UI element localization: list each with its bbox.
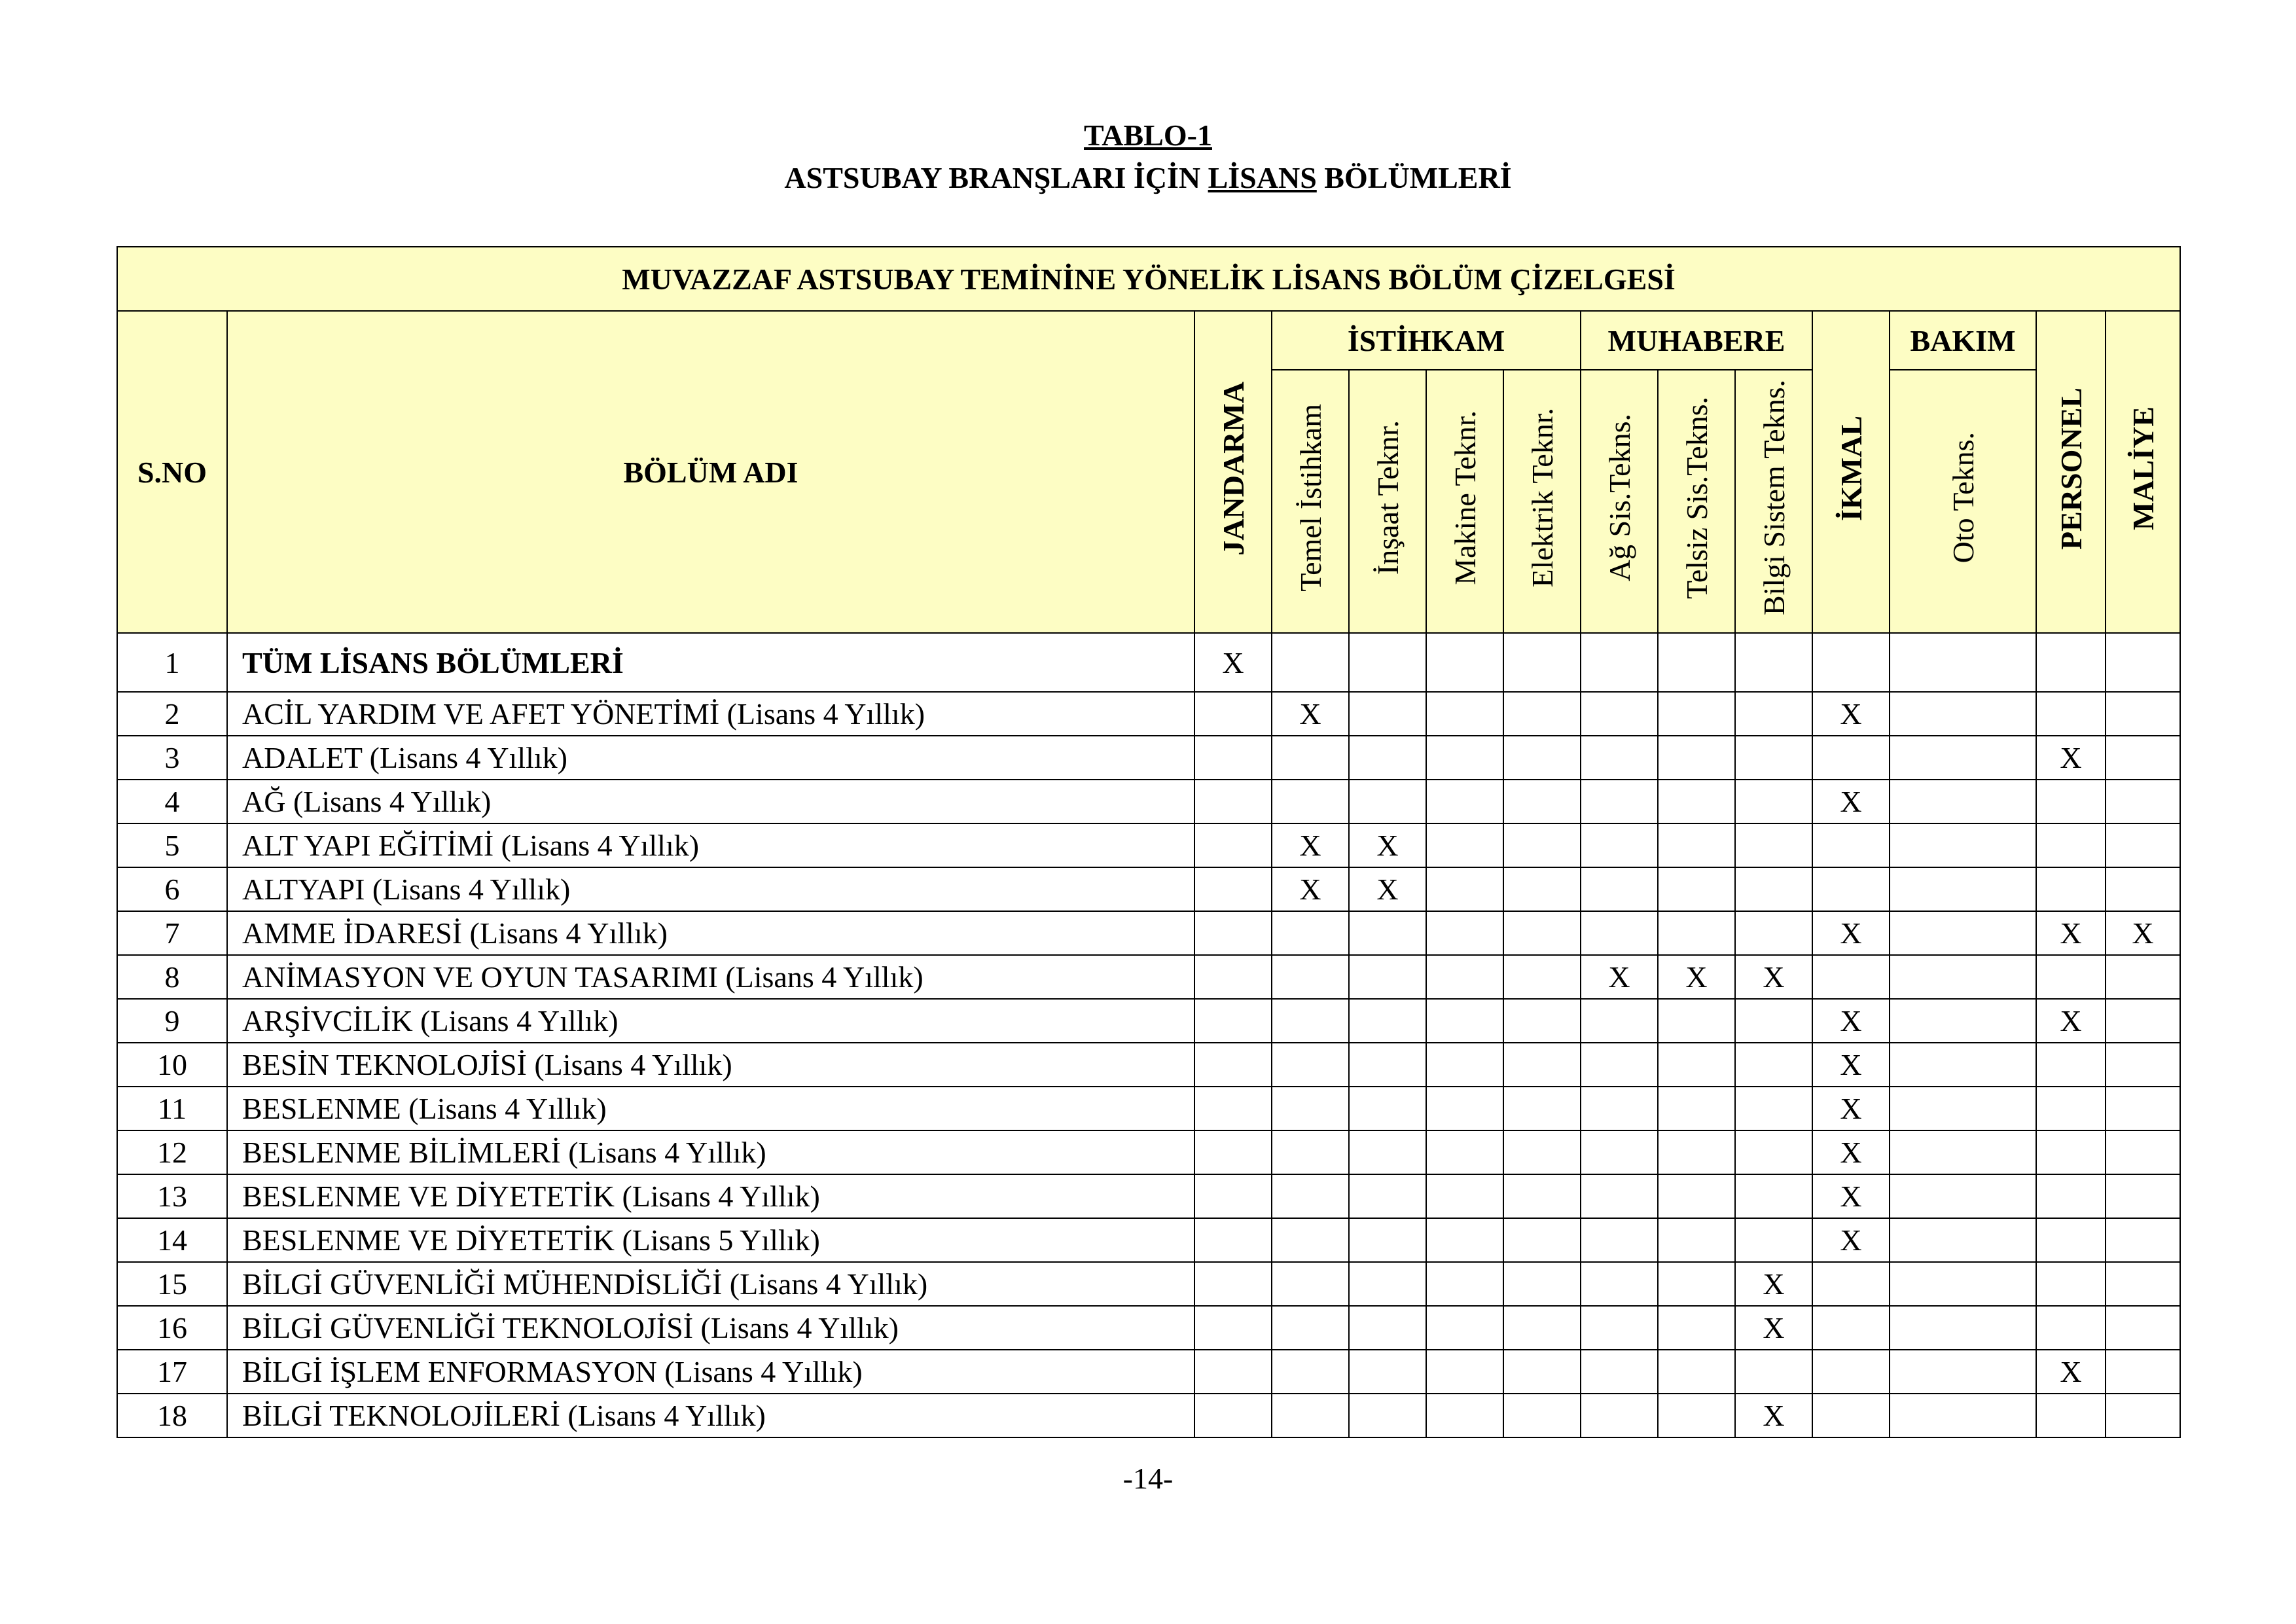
empty-cell (1349, 633, 1426, 692)
empty-cell (1890, 1262, 2036, 1306)
empty-cell (1812, 1306, 1890, 1350)
row-number-cell: 16 (117, 1306, 227, 1350)
department-name-cell: BESLENME BİLİMLERİ (Lisans 4 Yıllık) (227, 1130, 1194, 1174)
empty-cell (1581, 736, 1658, 780)
empty-cell (1194, 955, 1272, 999)
table-caption: MUVAZZAF ASTSUBAY TEMİNİNE YÖNELİK LİSANS BÖLÜM ÇİZELGESİ (117, 247, 2180, 311)
mark-cell: X (1812, 1043, 1890, 1087)
empty-cell (1658, 823, 1735, 867)
department-name-cell: ANİMASYON VE OYUN TASARIMI (Lisans 4 Yıllık) (227, 955, 1194, 999)
table-row (117, 867, 2180, 911)
row-number-cell: 7 (117, 911, 227, 955)
empty-cell (2106, 999, 2180, 1043)
empty-cell (1272, 780, 1349, 823)
mark-cell: X (1581, 955, 1658, 999)
empty-cell (1890, 1174, 2036, 1218)
empty-cell (1503, 1218, 1581, 1262)
empty-cell (1426, 1130, 1503, 1174)
empty-cell (1349, 955, 1426, 999)
empty-cell (2036, 955, 2106, 999)
empty-cell (1272, 1087, 1349, 1130)
empty-cell (1349, 692, 1426, 736)
header-ikmal: İKMAL (1812, 311, 1890, 633)
empty-cell (1349, 780, 1426, 823)
empty-cell (1658, 1043, 1735, 1087)
row-number-cell: 18 (117, 1394, 227, 1437)
empty-cell (1426, 1306, 1503, 1350)
table-row (117, 780, 2180, 823)
empty-cell (1194, 867, 1272, 911)
empty-cell (1890, 1218, 2036, 1262)
empty-cell (2106, 736, 2180, 780)
mark-cell: X (1735, 1262, 1812, 1306)
empty-cell (2036, 1394, 2106, 1437)
empty-cell (1735, 692, 1812, 736)
empty-cell (2036, 633, 2106, 692)
table-row (117, 1174, 2180, 1218)
empty-cell (2106, 692, 2180, 736)
empty-cell (1890, 736, 2036, 780)
empty-cell (1426, 911, 1503, 955)
empty-cell (1349, 1174, 1426, 1218)
empty-cell (1890, 823, 2036, 867)
empty-cell (1581, 1262, 1658, 1306)
empty-cell (1581, 633, 1658, 692)
row-number-cell: 5 (117, 823, 227, 867)
empty-cell (1812, 1394, 1890, 1437)
empty-cell (1658, 633, 1735, 692)
table-row (117, 999, 2180, 1043)
mark-cell: X (1735, 1306, 1812, 1350)
header-elektrik-teknr: Elektrik Teknr. (1503, 370, 1581, 633)
empty-cell (1503, 736, 1581, 780)
empty-cell (1581, 1350, 1658, 1394)
empty-cell (1272, 633, 1349, 692)
empty-cell (1194, 1262, 1272, 1306)
empty-cell (1581, 780, 1658, 823)
header-insaat-teknr: İnşaat Teknr. (1349, 370, 1426, 633)
header-bilgi-sistem-tekns: Bilgi Sistem Tekns. (1735, 370, 1812, 633)
empty-cell (1272, 1130, 1349, 1174)
empty-cell (2036, 1306, 2106, 1350)
empty-cell (1581, 1043, 1658, 1087)
empty-cell (1349, 1218, 1426, 1262)
header-sno: S.NO (117, 311, 227, 633)
row-number-cell: 14 (117, 1218, 227, 1262)
empty-cell (1812, 1350, 1890, 1394)
empty-cell (1735, 1174, 1812, 1218)
empty-cell (1272, 955, 1349, 999)
empty-cell (1194, 780, 1272, 823)
table-row (117, 1350, 2180, 1394)
mark-cell: X (1349, 867, 1426, 911)
mark-cell: X (1812, 999, 1890, 1043)
table-row (117, 692, 2180, 736)
mark-cell: X (2106, 911, 2180, 955)
empty-cell (2106, 1262, 2180, 1306)
table-body (117, 633, 2180, 1437)
empty-cell (1890, 1043, 2036, 1087)
empty-cell (2036, 867, 2106, 911)
empty-cell (1503, 1262, 1581, 1306)
empty-cell (1194, 1043, 1272, 1087)
header-personel: PERSONEL (2036, 311, 2106, 633)
department-name-cell: BESLENME (Lisans 4 Yıllık) (227, 1087, 1194, 1130)
empty-cell (1735, 999, 1812, 1043)
empty-cell (1658, 867, 1735, 911)
header-jandarma: JANDARMA (1194, 311, 1272, 633)
empty-cell (1658, 1350, 1735, 1394)
empty-cell (1194, 692, 1272, 736)
empty-cell (1735, 911, 1812, 955)
department-name-cell: ARŞİVCİLİK (Lisans 4 Yıllık) (227, 999, 1194, 1043)
empty-cell (1272, 911, 1349, 955)
row-number-cell: 2 (117, 692, 227, 736)
empty-cell (1272, 1350, 1349, 1394)
empty-cell (1890, 867, 2036, 911)
row-number-cell: 8 (117, 955, 227, 999)
row-number-cell: 12 (117, 1130, 227, 1174)
empty-cell (2106, 633, 2180, 692)
header-group-bakim: BAKIM (1890, 311, 2036, 370)
empty-cell (1735, 1087, 1812, 1130)
empty-cell (1349, 1087, 1426, 1130)
empty-cell (1272, 736, 1349, 780)
empty-cell (1194, 911, 1272, 955)
empty-cell (2036, 1087, 2106, 1130)
table-row (117, 823, 2180, 867)
empty-cell (1812, 633, 1890, 692)
empty-cell (1349, 1130, 1426, 1174)
empty-cell (1426, 1262, 1503, 1306)
mark-cell: X (1812, 1174, 1890, 1218)
empty-cell (1890, 955, 2036, 999)
mark-cell: X (1658, 955, 1735, 999)
empty-cell (1890, 911, 2036, 955)
empty-cell (1426, 633, 1503, 692)
table-row (117, 1394, 2180, 1437)
empty-cell (1812, 823, 1890, 867)
empty-cell (1426, 1174, 1503, 1218)
mark-cell: X (1349, 823, 1426, 867)
empty-cell (1194, 1218, 1272, 1262)
row-number-cell: 9 (117, 999, 227, 1043)
row-number-cell: 3 (117, 736, 227, 780)
empty-cell (1503, 1130, 1581, 1174)
empty-cell (1426, 1043, 1503, 1087)
department-name-cell: ADALET (Lisans 4 Yıllık) (227, 736, 1194, 780)
empty-cell (1349, 1350, 1426, 1394)
empty-cell (1349, 1262, 1426, 1306)
table-row (117, 633, 2180, 692)
empty-cell (2036, 1174, 2106, 1218)
empty-cell (1349, 999, 1426, 1043)
header-oto-tekns: Oto Tekns. (1890, 370, 2036, 633)
empty-cell (2106, 867, 2180, 911)
empty-cell (2106, 955, 2180, 999)
empty-cell (1812, 867, 1890, 911)
empty-cell (1581, 911, 1658, 955)
mark-cell: X (2036, 911, 2106, 955)
empty-cell (1349, 1043, 1426, 1087)
empty-cell (1890, 1087, 2036, 1130)
empty-cell (1658, 1306, 1735, 1350)
empty-cell (2106, 1218, 2180, 1262)
empty-cell (1581, 1130, 1658, 1174)
empty-cell (1272, 1262, 1349, 1306)
empty-cell (2036, 692, 2106, 736)
empty-cell (2106, 1174, 2180, 1218)
empty-cell (1272, 1174, 1349, 1218)
empty-cell (1581, 692, 1658, 736)
header-maliye: MALİYE (2106, 311, 2180, 633)
empty-cell (1503, 633, 1581, 692)
department-name-cell: BESİN TEKNOLOJİSİ (Lisans 4 Yıllık) (227, 1043, 1194, 1087)
empty-cell (1426, 867, 1503, 911)
empty-cell (1426, 736, 1503, 780)
empty-cell (1194, 1306, 1272, 1350)
department-name-cell: BESLENME VE DİYETETİK (Lisans 4 Yıllık) (227, 1174, 1194, 1218)
empty-cell (1272, 1394, 1349, 1437)
empty-cell (1503, 1350, 1581, 1394)
department-name-cell: BİLGİ TEKNOLOJİLERİ (Lisans 4 Yıllık) (227, 1394, 1194, 1437)
row-number-cell: 17 (117, 1350, 227, 1394)
header-ag-sis-tekns: Ağ Sis.Tekns. (1581, 370, 1658, 633)
mark-cell: X (2036, 1350, 2106, 1394)
empty-cell (1194, 1174, 1272, 1218)
empty-cell (1194, 736, 1272, 780)
empty-cell (1735, 1043, 1812, 1087)
department-name-cell: BİLGİ İŞLEM ENFORMASYON (Lisans 4 Yıllık) (227, 1350, 1194, 1394)
empty-cell (1426, 1218, 1503, 1262)
table-row (117, 1306, 2180, 1350)
empty-cell (1812, 736, 1890, 780)
empty-cell (1503, 999, 1581, 1043)
empty-cell (1349, 1306, 1426, 1350)
empty-cell (1503, 1306, 1581, 1350)
department-name-cell: ALTYAPI (Lisans 4 Yıllık) (227, 867, 1194, 911)
department-name-cell: BİLGİ GÜVENLİĞİ MÜHENDİSLİĞİ (Lisans 4 Yıllık) (227, 1262, 1194, 1306)
table-row (117, 1043, 2180, 1087)
empty-cell (1735, 780, 1812, 823)
empty-cell (1890, 1130, 2036, 1174)
mark-cell: X (1735, 1394, 1812, 1437)
empty-cell (1658, 1174, 1735, 1218)
empty-cell (1735, 867, 1812, 911)
empty-cell (1812, 1262, 1890, 1306)
empty-cell (2036, 1043, 2106, 1087)
header-group-istihkam: İSTİHKAM (1272, 311, 1581, 370)
empty-cell (1658, 1394, 1735, 1437)
empty-cell (1890, 1350, 2036, 1394)
table-row (117, 1262, 2180, 1306)
table-row (117, 1087, 2180, 1130)
empty-cell (1349, 911, 1426, 955)
empty-cell (1658, 1218, 1735, 1262)
empty-cell (1581, 1174, 1658, 1218)
header-group-muhabere: MUHABERE (1581, 311, 1812, 370)
empty-cell (1426, 1087, 1503, 1130)
empty-cell (1658, 1087, 1735, 1130)
empty-cell (2106, 823, 2180, 867)
empty-cell (1735, 1130, 1812, 1174)
mark-cell: X (1194, 633, 1272, 692)
empty-cell (1658, 1262, 1735, 1306)
mark-cell: X (1812, 692, 1890, 736)
empty-cell (1194, 1394, 1272, 1437)
license-department-table (117, 246, 2181, 1438)
empty-cell (1890, 999, 2036, 1043)
empty-cell (1426, 1350, 1503, 1394)
empty-cell (1890, 633, 2036, 692)
empty-cell (1581, 1218, 1658, 1262)
department-name-cell: TÜM LİSANS BÖLÜMLERİ (227, 633, 1194, 692)
header-telsiz-sis-tekns: Telsiz Sis.Tekns. (1658, 370, 1735, 633)
empty-cell (1581, 867, 1658, 911)
empty-cell (2036, 780, 2106, 823)
row-number-cell: 6 (117, 867, 227, 911)
empty-cell (2036, 1218, 2106, 1262)
department-name-cell: AMME İDARESİ (Lisans 4 Yıllık) (227, 911, 1194, 955)
empty-cell (1890, 692, 2036, 736)
empty-cell (1735, 1218, 1812, 1262)
header-makine-teknr: Makine Teknr. (1426, 370, 1503, 633)
empty-cell (1426, 1394, 1503, 1437)
header-department-name: BÖLÜM ADI (227, 311, 1194, 633)
empty-cell (1426, 999, 1503, 1043)
empty-cell (1503, 1043, 1581, 1087)
empty-cell (1272, 1306, 1349, 1350)
row-number-cell: 13 (117, 1174, 227, 1218)
mark-cell: X (2036, 999, 2106, 1043)
empty-cell (2106, 1130, 2180, 1174)
empty-cell (1503, 1394, 1581, 1437)
empty-cell (2106, 780, 2180, 823)
department-name-cell: ALT YAPI EĞİTİMİ (Lisans 4 Yıllık) (227, 823, 1194, 867)
mark-cell: X (1272, 867, 1349, 911)
table-row (117, 955, 2180, 999)
empty-cell (1581, 999, 1658, 1043)
table-row (117, 1218, 2180, 1262)
table-row (117, 911, 2180, 955)
header-temel-istihkam: Temel İstihkam (1272, 370, 1349, 633)
empty-cell (1426, 692, 1503, 736)
department-name-cell: AĞ (Lisans 4 Yıllık) (227, 780, 1194, 823)
empty-cell (1503, 867, 1581, 911)
table-number-title: TABLO-1 (1084, 118, 1212, 152)
table-row (117, 736, 2180, 780)
empty-cell (1890, 1306, 2036, 1350)
empty-cell (1658, 1130, 1735, 1174)
empty-cell (1272, 1043, 1349, 1087)
empty-cell (1658, 911, 1735, 955)
empty-cell (1503, 1174, 1581, 1218)
mark-cell: X (1812, 1087, 1890, 1130)
row-number-cell: 10 (117, 1043, 227, 1087)
empty-cell (1349, 1394, 1426, 1437)
empty-cell (1426, 955, 1503, 999)
empty-cell (1735, 633, 1812, 692)
empty-cell (2106, 1394, 2180, 1437)
empty-cell (2106, 1087, 2180, 1130)
empty-cell (1658, 736, 1735, 780)
empty-cell (1194, 1087, 1272, 1130)
empty-cell (1890, 1394, 2036, 1437)
mark-cell: X (1272, 823, 1349, 867)
empty-cell (1658, 999, 1735, 1043)
empty-cell (1503, 780, 1581, 823)
empty-cell (1426, 780, 1503, 823)
page-number: -14- (1122, 1462, 1174, 1495)
mark-cell: X (1812, 1130, 1890, 1174)
empty-cell (2106, 1306, 2180, 1350)
empty-cell (2106, 1043, 2180, 1087)
empty-cell (1194, 999, 1272, 1043)
row-number-cell: 1 (117, 633, 227, 692)
empty-cell (1194, 1350, 1272, 1394)
mark-cell: X (1272, 692, 1349, 736)
empty-cell (1658, 780, 1735, 823)
empty-cell (1581, 823, 1658, 867)
row-number-cell: 15 (117, 1262, 227, 1306)
empty-cell (1658, 692, 1735, 736)
empty-cell (1194, 1130, 1272, 1174)
empty-cell (1503, 692, 1581, 736)
empty-cell (1812, 955, 1890, 999)
empty-cell (1503, 955, 1581, 999)
mark-cell: X (1735, 955, 1812, 999)
empty-cell (2036, 1262, 2106, 1306)
empty-cell (1272, 999, 1349, 1043)
empty-cell (1272, 1218, 1349, 1262)
empty-cell (1581, 1306, 1658, 1350)
department-name-cell: ACİL YARDIM VE AFET YÖNETİMİ (Lisans 4 Yıllık) (227, 692, 1194, 736)
empty-cell (1194, 823, 1272, 867)
row-number-cell: 4 (117, 780, 227, 823)
empty-cell (1426, 823, 1503, 867)
mark-cell: X (1812, 911, 1890, 955)
empty-cell (1503, 1087, 1581, 1130)
empty-cell (2036, 823, 2106, 867)
department-name-cell: BİLGİ GÜVENLİĞİ TEKNOLOJİSİ (Lisans 4 Yıllık) (227, 1306, 1194, 1350)
empty-cell (1735, 736, 1812, 780)
mark-cell: X (1812, 780, 1890, 823)
empty-cell (1890, 780, 2036, 823)
empty-cell (1581, 1087, 1658, 1130)
mark-cell: X (2036, 736, 2106, 780)
empty-cell (1581, 1394, 1658, 1437)
empty-cell (2106, 1350, 2180, 1394)
row-number-cell: 11 (117, 1087, 227, 1130)
empty-cell (1735, 823, 1812, 867)
table-row (117, 1130, 2180, 1174)
empty-cell (1503, 823, 1581, 867)
empty-cell (1735, 1350, 1812, 1394)
empty-cell (1503, 911, 1581, 955)
table-subtitle: ASTSUBAY BRANŞLARI İÇİN LİSANS BÖLÜMLERİ (784, 161, 1512, 194)
empty-cell (2036, 1130, 2106, 1174)
mark-cell: X (1812, 1218, 1890, 1262)
department-name-cell: BESLENME VE DİYETETİK (Lisans 5 Yıllık) (227, 1218, 1194, 1262)
empty-cell (1349, 736, 1426, 780)
